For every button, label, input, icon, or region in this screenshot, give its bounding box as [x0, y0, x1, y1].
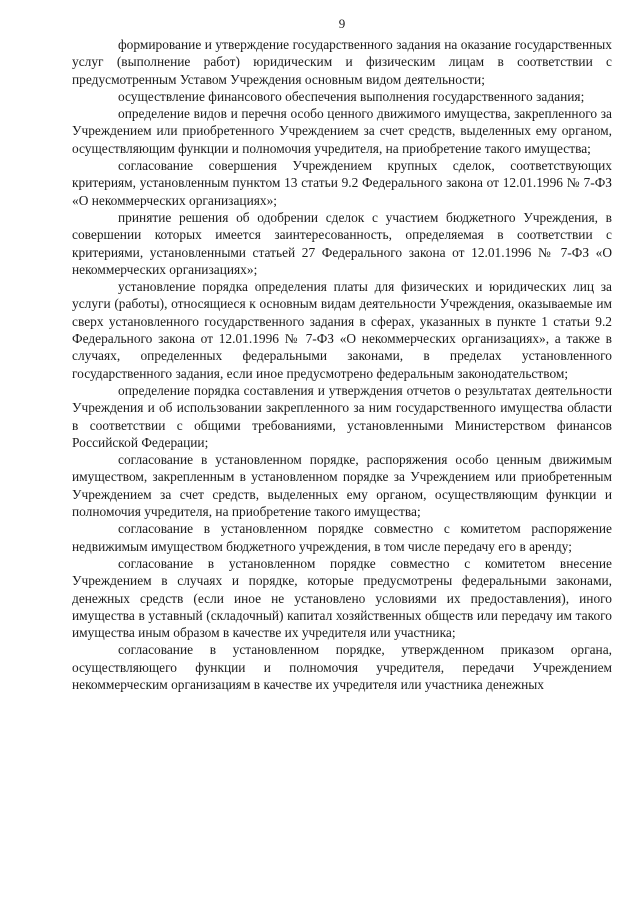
paragraph-major-deals: согласование совершения Учреждением крупных сделок, соответствующих критериям, установленным пунктом 13 статьи 9.2 Федерального закона от 12.01.1996 № 7-ФЗ «О некоммерческих организациях»; — [72, 158, 612, 208]
paragraph-interested-deals: принятие решения об одобрении сделок с участием бюджетного Учреждения, в совершении которых имеется заинтересованность, определяемая в соответствии с критериями, установленными статьей 27 Федерального закона от 12.01.1996 № 7-ФЗ «О некоммерческих организациях»; — [72, 209, 612, 277]
paragraph-nonprofit-transfer: согласование в установленном порядке, утвержденном приказом органа, осуществляющего функции и полномочия учредителя, передачи Учреждением некоммерческим организациям в качестве их учредителя или участника денежных — [72, 642, 612, 692]
page-number: 9 — [338, 16, 346, 31]
document-page — [72, 16, 612, 693]
paragraph-capital-contribution: согласование в установленном порядке совместно с комитетом внесение Учреждением в случаях и порядке, которые предусмотрены федеральными законами, денежных средств (если иное не установлено условиями их предоставления), иного имущества в уставный (складочный) капитал хозяйственных обществ или передачу им такого имущества иным образом в качестве их учредителя или участника; — [72, 555, 612, 641]
paragraph-movable-property: согласование в установленном порядке, распоряжения особо ценным движимым имуществом, закрепленным в установленном порядке за Учреждением или приобретенным Учреждением за счет средств, выделенных ему органом, осуществляющим функции и полномочия учредителя, на приобретение такого имущества; — [72, 452, 612, 520]
paragraph-service-fees: установление порядка определения платы для физических и юридических лиц за услуги (работы), относящиеся к основным видам деятельности Учреждения, оказываемые им сверх установленного государственного задания в сферах, указанных в пункте 1 статьи 9.2 Федерального закона от 12.01.1996 № 7-ФЗ «О некоммерческих организациях», а также в случаях, определенных федеральными законами, в пределах установленного государственного задания, если иное предусмотрено федеральным законодательством; — [72, 279, 612, 381]
paragraph-valuable-property: определение видов и перечня особо ценного движимого имущества, закрепленного за Учреждением или приобретенного Учреждением за счет средств, выделенных ему органом, осуществляющим функции и полномочия учредителя, на приобретение такого имущества; — [72, 106, 612, 156]
paragraph-state-assignment: формирование и утверждение государственного задания на оказание государственных услуг (выполнение работ) юридическим и физическим лицам в соответствии с предусмотренным Уставом Учреждения основным видом деятельности; — [72, 37, 612, 87]
paragraph-real-estate: согласование в установленном порядке совместно с комитетом распоряжение недвижимым имуществом бюджетного учреждения, в том числе передачу его в аренду; — [72, 521, 612, 554]
paragraph-reporting: определение порядка составления и утверждения отчетов о результатах деятельности Учреждения и об использовании закрепленного за ним государственного имущества области в соответствии с общими требованиями, установленными Министерством финансов Российской Федерации; — [72, 382, 612, 450]
paragraph-financial-support: осуществление финансового обеспечения выполнения государственного задания; — [118, 88, 585, 104]
